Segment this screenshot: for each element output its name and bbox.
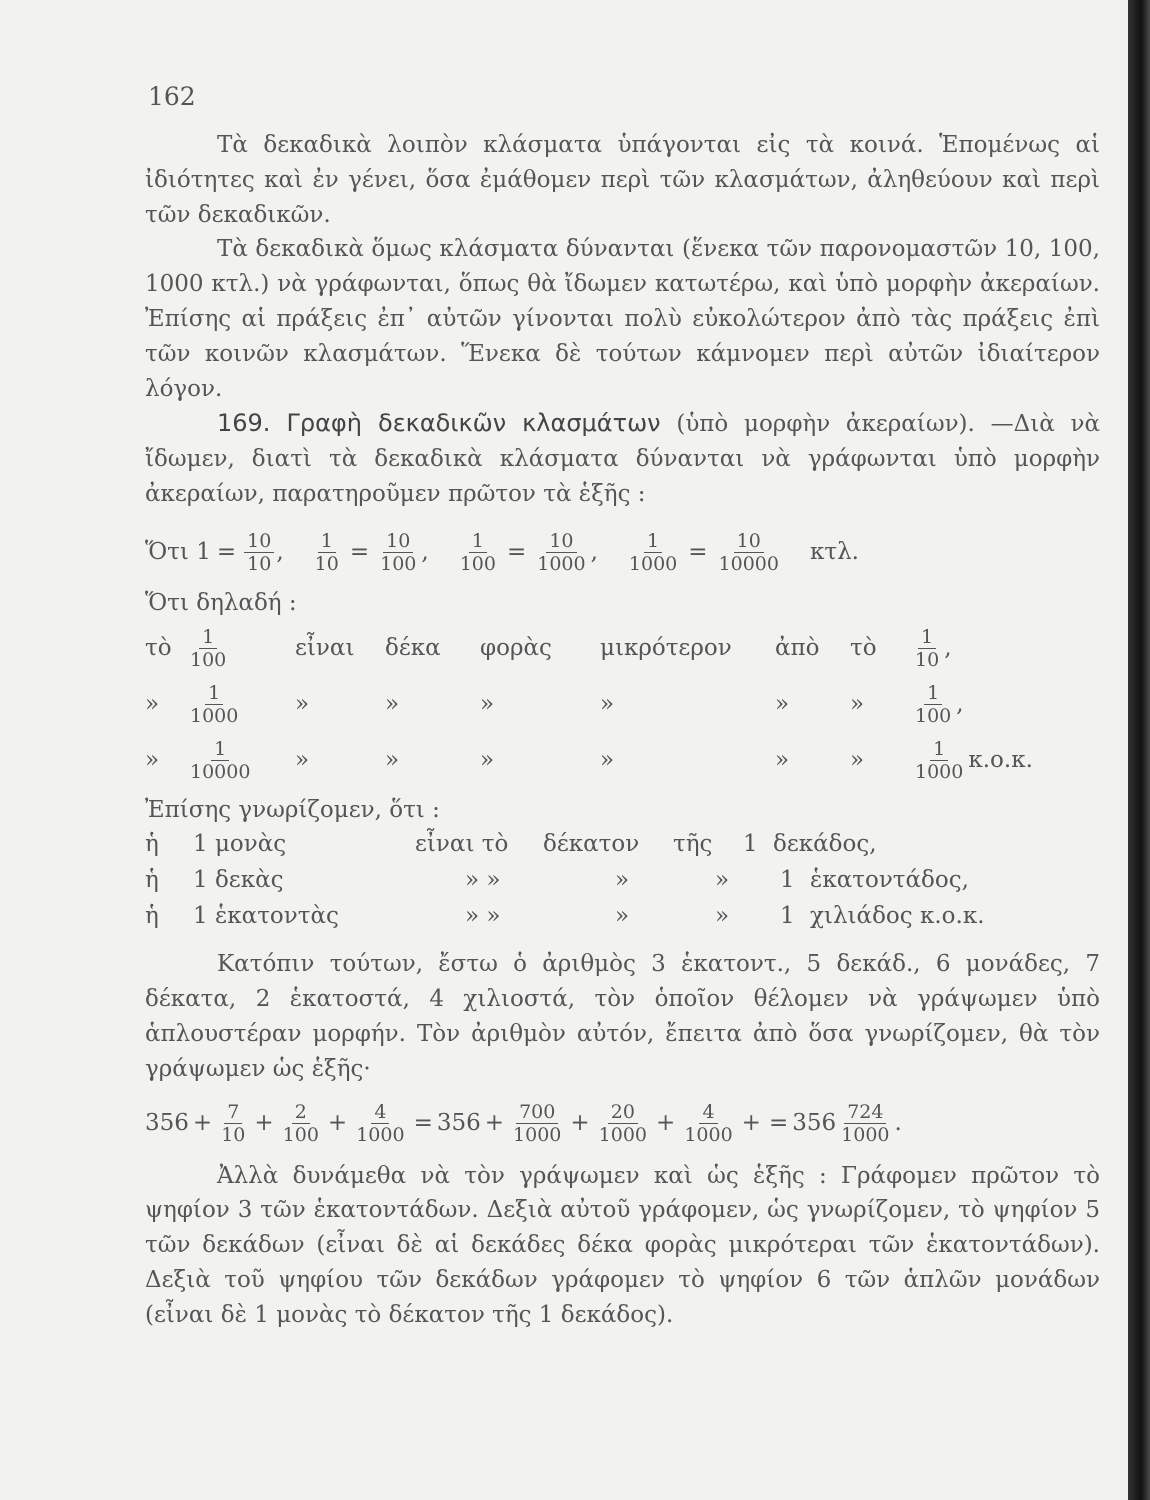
compare-row-3: » $\frac{1}{10000}$ » » » » » » $\frac{1}{1000}$ κ.ο.κ. <box>145 738 1033 784</box>
section-title: 169. Γραφὴ δεκαδικῶν κλασμάτων <box>217 409 661 438</box>
fraction: $\frac{1}{1000}$ <box>915 738 964 784</box>
fraction: $\frac{10}{10000}$ <box>718 530 779 576</box>
list-item: ἡ 1 μονὰς εἶναι τὸ δέκατον τῆς 1 δεκάδος, <box>145 831 877 858</box>
fraction: $\frac{1}{10000}$ <box>190 738 251 784</box>
fraction: $\frac{1}{100}$ <box>915 682 952 728</box>
fraction: $\frac{1}{1000}$ <box>190 682 239 728</box>
list-item: ἡ 1 δεκὰς » » » » 1 ἑκατοντάδος, <box>145 867 969 894</box>
book-spine <box>1128 0 1150 1500</box>
section-subtitle: (ὑπὸ μορφὴν ἀκεραίων). <box>676 411 975 438</box>
paragraph-4: Ἀλλὰ δυνάμεθα νὰ τὸν γράψωμεν καὶ ὡς ἑξῆς : Γράφομεν πρῶτον τὸ ψηφίον 3 τῶν ἑκατοντάδων. Δεξιὰ αὐτοῦ γράφομεν, ὡς γνωρίζομεν, τὸ ψηφίον 5 τῶν δεκάδων (εἶναι δὲ αἱ δεκάδες δέκα φορὰς μικρότεραι τῶν ἑκατοντάδων). Δεξιὰ τοῦ ψηφίου τῶν δεκάδων γράφομεν τὸ ψηφίον 6 τῶν ἁπλῶν μονάδων (εἶναι δὲ 1 μονὰς τὸ δέκατον τῆς 1 δεκάδος). <box>145 1162 1100 1328</box>
list-item: ἡ 1 ἑκατοντὰς » » » » 1 χιλιάδος κ.ο.κ. <box>145 903 985 930</box>
page-body <box>145 128 1100 1333</box>
fraction: $\frac{20}{1000}$ <box>598 1101 648 1147</box>
compare-row-2: » $\frac{1}{1000}$ » » » » » » $\frac{1}{100}$ , <box>145 682 964 728</box>
fraction: $\frac{7}{10}$ <box>221 1101 246 1147</box>
equation-fractions: Ὅτι 1 = $\frac{10}{10}$ , $\frac{1}{10}$ = $\frac{10}{100}$ , $\frac{1}{100}$ = $\frac{10}{1000}$ , $\frac{1}{1000}$ = $\frac{10}{10000}$ κτλ. <box>145 530 859 576</box>
episis-line: Ἐπίσης γνωρίζομεν, ὅτι : <box>145 796 440 823</box>
compare-row-1: τὸ $\frac{1}{100}$ εἶναι δέκα φορὰς μικρότερον ἀπὸ τὸ $\frac{1}{10}$ , <box>145 626 952 672</box>
fraction: $\frac{1}{100}$ <box>459 530 496 576</box>
fraction: $\frac{1}{10}$ <box>314 530 339 576</box>
section-text: —Διὰ νὰ ἴδωμεν, διατὶ τὰ δεκαδικὰ κλάσματα δύνανται νὰ γράφωνται ὑπὸ μορφὴν ἀκεραίων, παρατηροῦμεν πρῶτον τὰ ἑξῆς : <box>145 411 1101 507</box>
paragraph-3: Κατόπιν τούτων, ἔστω ὁ ἀριθμὸς 3 ἑκατοντ., 5 δεκάδ., 6 μονάδες, 7 δέκατα, 2 ἑκατοστά, 4 χιλιοστά, τὸν ὁποῖον θέλομεν νὰ γράψωμεν ὑπὸ ἁπλουστέραν μορφήν. Τὸν ἀριθμὸν αὐτόν, ἔπειτα ἀπὸ ὅσα γνωρίζομεν, θὰ τὸν γράψωμεν ὡς ἑξῆς· <box>145 951 1100 1082</box>
fraction: $\frac{2}{100}$ <box>282 1101 319 1147</box>
fraction: $\frac{10}{1000}$ <box>537 530 586 576</box>
fraction: $\frac{10}{10}$ <box>244 530 274 575</box>
oti-dhlady: Ὅτι δηλαδή : <box>145 589 297 616</box>
section-169 <box>145 406 1100 511</box>
paragraph-1: Τὰ δεκαδικὰ λοιπὸν κλάσματα ὑπάγονται εἰς τὰ κοινά. Ἑπομένως αἱ ἰδιότητες καὶ ἐν γένει, ὅσα ἐμάθομεν περὶ τῶν κλασμάτων, ἀληθεύουν καὶ περὶ τῶν δεκαδικῶν. <box>145 132 1100 228</box>
fraction: $\frac{10}{100}$ <box>380 530 417 576</box>
fraction: $\frac{700}{1000}$ <box>513 1101 562 1147</box>
equation-356: 356 + $\frac{7}{10}$ + $\frac{2}{100}$ + $\frac{4}{1000}$ = 356 + $\frac{700}{1000}$ + $\frac{20}{1000}$ + $\frac{4}{1000}$ + = 356 $\frac{724}{1000}$ . <box>145 1101 902 1147</box>
paragraph-2: Τὰ δεκαδικὰ ὅμως κλάσματα δύνανται (ἕνεκα τῶν παρονομαστῶν 10, 100, 1000 κτλ.) νὰ γράφωνται, ὅπως θὰ ἴδωμεν κατωτέρω, καὶ ὑπὸ μορφὴν ἀκεραίων. Ἐπίσης αἱ πράξεις ἐπ᾽ αὐτῶν γίνονται πολὺ εὐκολώτερον ἀπὸ τὰς πράξεις ἐπὶ τῶν κοινῶν κλασμάτων. Ἕνεκα δὲ τούτων κάμνομεν περὶ αὐτῶν ἰδιαίτερον λόγον. <box>145 236 1100 402</box>
fraction: $\frac{1}{10}$ <box>915 626 940 672</box>
fraction: $\frac{4}{1000}$ <box>356 1101 405 1147</box>
eq1-suffix: κτλ. <box>810 539 859 566</box>
page-number: 162 <box>148 82 196 111</box>
fraction: $\frac{1}{100}$ <box>190 626 227 672</box>
eq1-prefix: Ὅτι 1 <box>145 539 211 566</box>
fraction: $\frac{724}{1000}$ <box>841 1101 890 1147</box>
fraction: $\frac{4}{1000}$ <box>684 1101 733 1147</box>
fraction: $\frac{1}{1000}$ <box>628 530 678 576</box>
